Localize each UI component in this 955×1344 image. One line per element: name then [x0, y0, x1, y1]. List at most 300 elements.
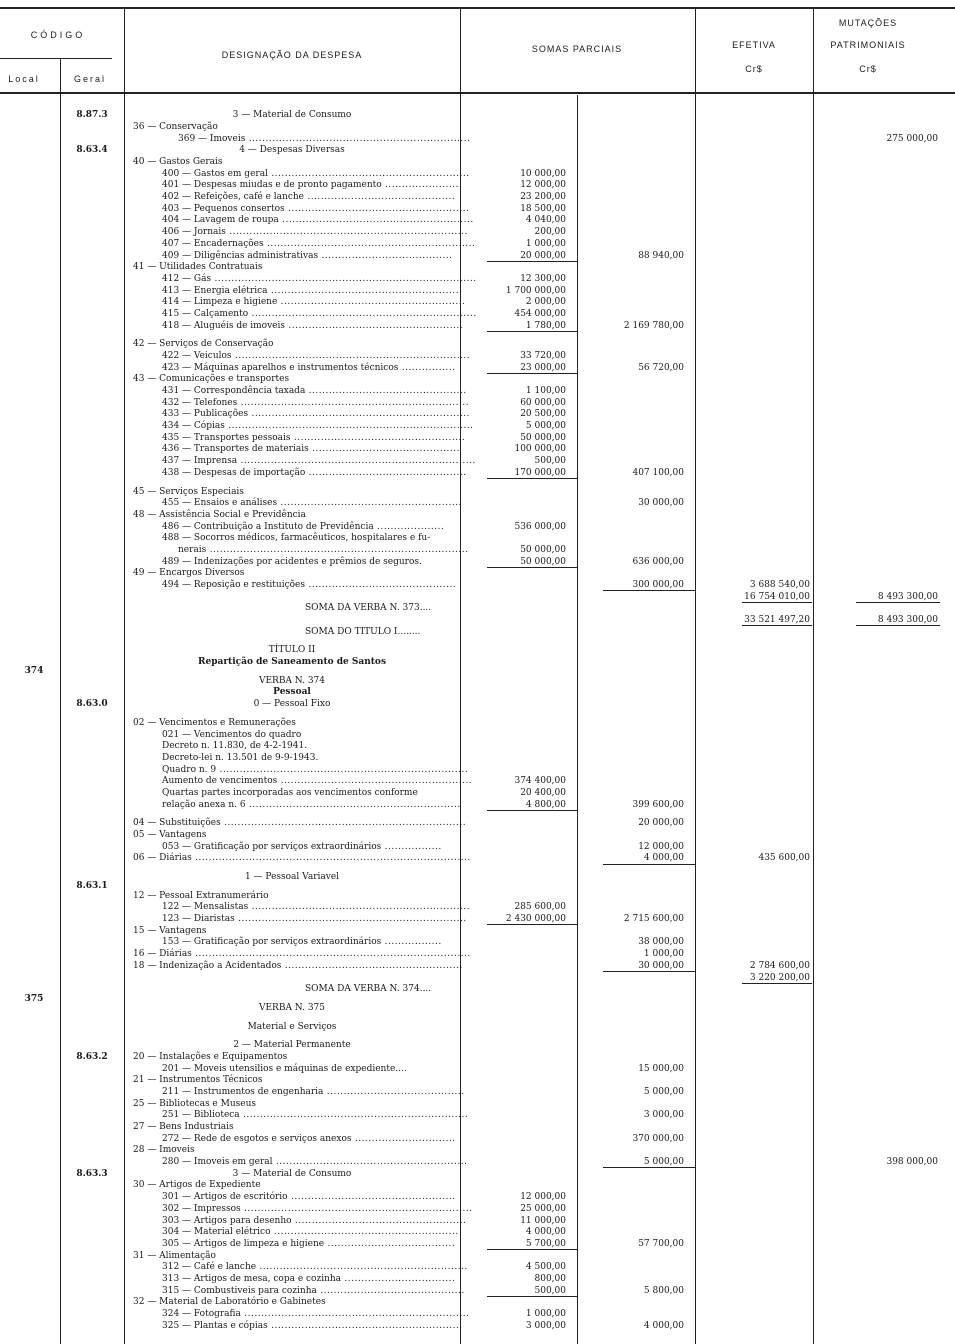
subtotal-rule — [487, 810, 577, 811]
amount-c1: 100 000,00 — [514, 444, 566, 455]
leader-dots: .................... — [373, 521, 445, 532]
subtotal-rule — [487, 261, 577, 262]
item-description — [133, 961, 463, 972]
item-label: 12 — Pessoal Extranumerário — [133, 890, 269, 901]
leader-dots: ......................................................... — [278, 215, 474, 226]
item-label: SOMA DO TITULO I........ — [305, 626, 421, 637]
header-mutacoes: MUTAÇÕES — [838, 18, 898, 28]
item-description — [162, 1204, 473, 1215]
leader-dots: ........................................................... — [267, 168, 470, 179]
item-description — [133, 1052, 287, 1063]
item-description — [162, 1134, 456, 1145]
amount-c1: 23 000,00 — [520, 362, 566, 373]
amount-c2: 38 000,00 — [638, 937, 684, 948]
item-description — [162, 1087, 465, 1098]
leader-dots: ...................................................................... — [237, 456, 476, 467]
amount-c1: 285 600,00 — [514, 902, 566, 913]
subtotal-rule — [487, 924, 577, 925]
item-label: 305 — Artigos de limpeza e higiene — [162, 1238, 325, 1249]
item-description — [162, 914, 467, 925]
item-description — [162, 800, 461, 811]
item-description — [162, 741, 307, 752]
item-label: 41 — Utilidades Contratuais — [133, 262, 263, 273]
item-description — [162, 1216, 466, 1227]
leader-dots: .................................................................... — [234, 914, 467, 925]
amount-c1: 25 000,00 — [520, 1203, 566, 1214]
item-description — [162, 421, 474, 432]
item-label: 369 — Imoveis — [178, 133, 246, 144]
item-description — [162, 468, 467, 479]
item-description — [162, 227, 468, 238]
code-geral: 8.63.2 — [76, 1051, 108, 1062]
item-description — [162, 169, 470, 180]
item-label: 05 — Vantagens — [133, 829, 207, 840]
subtotal-rule — [603, 971, 695, 972]
amount-c2: 4 000,00 — [643, 1320, 684, 1331]
amount-c1: 4 500,00 — [525, 1262, 566, 1273]
item-description — [162, 937, 442, 948]
item-label: Pessoal — [273, 687, 311, 698]
item-description — [133, 157, 223, 168]
item-label: 402 — Refeições, café e lanche — [162, 192, 304, 203]
item-description — [133, 568, 244, 579]
item-description — [162, 498, 462, 509]
leader-dots: ............................................ — [308, 444, 460, 455]
item-label: 3 — Material de Consumo — [232, 1168, 352, 1179]
item-label: 43 — Comunicações e transportes — [133, 374, 290, 385]
amount-c1: 800,00 — [534, 1273, 566, 1284]
item-description — [162, 286, 462, 297]
amount-c3: 33 521 497,20 — [744, 615, 810, 626]
amount-c2: 5 000,00 — [643, 1157, 684, 1168]
code-local: 374 — [24, 666, 44, 677]
leader-dots: ...................................................................... — [231, 351, 471, 361]
item-label: 280 — Imoveis em geral — [162, 1157, 273, 1168]
item-description — [233, 110, 352, 121]
leader-dots: ......................................................................... — [224, 421, 474, 432]
amount-c1: 20 500,00 — [520, 409, 566, 420]
item-description — [239, 145, 345, 156]
item-label: 403 — Pequenos consertos — [162, 203, 285, 214]
amount-c2: 4 000,00 — [643, 853, 684, 864]
subtotal-rule — [742, 625, 812, 626]
item-description — [178, 134, 471, 145]
item-description — [162, 788, 418, 799]
item-description — [162, 1064, 407, 1075]
item-label: 30 — Artigos de Expediente — [133, 1180, 261, 1191]
item-label: 45 — Serviços Especiais — [133, 486, 244, 497]
leader-dots: .................................................................. — [245, 133, 471, 144]
item-label: 49 — Encargos Diversos — [133, 568, 245, 579]
code-geral: 8.63.4 — [76, 145, 108, 156]
subtotal-rule — [487, 478, 577, 479]
leader-dots: ...................................... — [324, 1238, 456, 1249]
leader-dots: ............................................ — [305, 579, 457, 590]
item-description — [162, 730, 301, 741]
item-label: 433 — Publicações — [162, 409, 249, 420]
item-description — [162, 557, 422, 568]
item-label: 0 — Pessoal Fixo — [253, 699, 331, 710]
subtotal-rule — [487, 373, 577, 374]
item-description — [305, 627, 420, 638]
amount-c3: 16 754 010,00 — [744, 591, 810, 602]
item-description — [248, 1022, 337, 1033]
item-description — [162, 1309, 469, 1320]
amount-c4: 275 000,00 — [886, 133, 938, 144]
leader-dots: ...................................................... — [284, 203, 470, 214]
item-label: 27 — Bens Industriais — [133, 1122, 234, 1133]
leader-dots: ....................................... — [318, 250, 453, 261]
item-description — [162, 522, 444, 533]
leader-dots: ....................................................................... — [225, 227, 468, 238]
header-currency-mutacoes: Cr$ — [859, 64, 877, 74]
item-description — [162, 456, 476, 467]
amount-c1: 1 000,00 — [525, 238, 566, 249]
subtotal-rule — [603, 864, 695, 865]
leader-dots: ................ — [398, 362, 456, 373]
item-description — [133, 1180, 261, 1191]
leader-dots: ............................................................................. — [206, 544, 469, 555]
item-label: 494 — Reposição e restituições — [162, 579, 305, 590]
item-label: 437 — Imprensa — [162, 456, 238, 467]
item-label: 25 — Bibliotecas e Museus — [133, 1098, 256, 1109]
item-label: Aumento de vencimentos — [162, 776, 278, 787]
subtotal-rule — [487, 1249, 577, 1250]
amount-c2: 1 000,00 — [643, 949, 684, 960]
subtotal-rule — [742, 602, 812, 603]
amount-c2: 2 169 780,00 — [623, 320, 684, 331]
amount-c1: 3 000,00 — [525, 1320, 566, 1331]
amount-c2: 300 000,00 — [632, 579, 684, 590]
leader-dots: ................. — [381, 841, 442, 852]
item-label: 400 — Gastos em geral — [162, 168, 268, 179]
item-label: 272 — Rede de esgotos e serviços anexos — [162, 1133, 352, 1144]
item-description — [162, 351, 470, 362]
amount-c1: 11 000,00 — [520, 1215, 566, 1226]
item-description — [269, 645, 315, 656]
item-description — [259, 676, 325, 687]
amount-c1: 20 000,00 — [520, 250, 566, 261]
item-label: 304 — Material elétrico — [162, 1227, 271, 1238]
leader-dots: .............................................................. — [263, 238, 476, 249]
item-description — [162, 274, 477, 285]
item-description — [133, 487, 244, 498]
item-label: 406 — Jornais — [162, 227, 226, 238]
item-label: Quadro n. 9 — [162, 764, 217, 775]
leader-dots: .............................. — [351, 1133, 456, 1144]
item-label: 211 — Instrumentos de engenharia — [162, 1087, 324, 1097]
item-description — [162, 433, 465, 444]
amount-c2: 30 000,00 — [638, 498, 684, 509]
item-description — [259, 1003, 325, 1014]
amount-c1: 374 400,00 — [514, 776, 566, 787]
amount-c1: 50 000,00 — [520, 544, 566, 555]
amount-c2: 12 000,00 — [638, 841, 684, 852]
item-label: 422 — Veiculos — [162, 351, 232, 361]
item-description — [162, 902, 470, 913]
amount-c1: 2 000,00 — [525, 297, 566, 308]
item-description — [162, 1262, 468, 1273]
item-description — [162, 1157, 467, 1168]
header-somas-parciais: SOMAS PARCIAIS — [531, 44, 623, 54]
item-description — [162, 409, 470, 420]
item-description — [133, 853, 471, 864]
item-label: 31 — Alimentação — [133, 1250, 216, 1261]
item-label: 418 — Aluguéis de imoveis — [162, 320, 286, 331]
amount-c2: 20 000,00 — [638, 818, 684, 829]
item-description — [233, 1169, 352, 1180]
item-description — [245, 872, 339, 883]
item-description — [162, 386, 467, 397]
code-geral: 8.63.1 — [76, 881, 108, 892]
item-description — [162, 192, 455, 203]
item-description — [162, 1227, 459, 1238]
code-geral: 8.87.3 — [76, 110, 108, 121]
item-label: 436 — Transportes de materiais — [162, 444, 309, 455]
subtotal-rule — [487, 1296, 577, 1297]
amount-c2: 407 100,00 — [632, 467, 684, 478]
amount-c2: 15 000,00 — [638, 1063, 684, 1074]
amount-c1: 1 100,00 — [525, 386, 566, 397]
amount-c2: 57 700,00 — [638, 1238, 684, 1249]
item-description — [254, 699, 331, 710]
item-label: Decreto n. 11.830, de 4-2-1941. — [162, 741, 308, 752]
item-label: 40 — Gastos Gerais — [133, 157, 223, 168]
item-description — [162, 251, 453, 262]
item-description — [162, 1321, 463, 1332]
subtotal-rule — [856, 625, 940, 626]
leader-dots: ....................... — [381, 180, 463, 191]
amount-c2: 30 000,00 — [638, 960, 684, 971]
amount-c2: 636 000,00 — [632, 556, 684, 567]
item-description — [162, 1274, 455, 1285]
amount-c1: 5 700,00 — [525, 1238, 566, 1249]
item-description — [233, 1040, 350, 1051]
item-label: 423 — Máquinas aparelhos e instrumentos técnicos — [162, 362, 399, 373]
item-label: 15 — Vantagens — [133, 925, 207, 936]
leader-dots: .................................................................... — [240, 1203, 473, 1214]
item-description — [162, 180, 462, 191]
item-label: 434 — Cópias — [162, 421, 225, 432]
item-label: SOMA DA VERBA N. 374.... — [305, 984, 432, 995]
amount-c1: 4 800,00 — [525, 799, 566, 810]
subtotal-rule — [856, 602, 940, 603]
item-label: 315 — Combustiveis para cozinha — [162, 1285, 317, 1296]
item-label: 325 — Plantas e cópias — [162, 1320, 268, 1331]
leader-dots: .................................................................................. — [191, 853, 471, 864]
item-label: 021 — Vencimentos do quadro — [162, 729, 302, 740]
item-description — [133, 122, 218, 133]
item-description — [162, 580, 456, 591]
header-designacao: DESIGNAÇÃO DA DESPESA — [221, 50, 363, 60]
amount-c1: 1 000,00 — [525, 1308, 566, 1319]
leader-dots: ......................................................... — [267, 285, 463, 296]
item-description — [305, 984, 431, 995]
amount-c2: 399 600,00 — [632, 799, 684, 810]
leader-dots: ................................. — [341, 1273, 456, 1284]
item-label: 486 — Contribuição a Instituto de Previdência — [162, 521, 374, 532]
item-label: 404 — Lavagem de roupa — [162, 215, 279, 226]
item-label: SOMA DA VERBA N. 373.... — [305, 603, 432, 614]
amount-c3: 3 220 200,00 — [749, 972, 810, 983]
item-label: Repartição de Saneamento de Santos — [197, 657, 387, 668]
item-label: 407 — Encadernações — [162, 238, 264, 249]
item-label: 04 — Substituições — [133, 818, 221, 829]
item-label: 42 — Serviços de Conservação — [133, 339, 274, 350]
item-description — [305, 603, 431, 614]
item-label: 32 — Material de Laboratório e Gabinetes — [133, 1297, 326, 1308]
item-description — [198, 657, 386, 668]
item-label: 413 — Energia elétrica — [162, 285, 268, 296]
item-label: 153 — Gratificação por serviços extraordinários — [162, 937, 382, 948]
item-label: 4 — Despesas Diversas — [239, 145, 345, 156]
item-label: 18 — Indenização a Acidentados — [133, 960, 282, 971]
item-label: relação anexa n. 6 — [162, 799, 246, 810]
subtotal-rule — [487, 331, 577, 332]
item-label: 412 — Gás — [162, 273, 212, 284]
amount-c3: 435 600,00 — [758, 853, 810, 864]
item-description — [162, 363, 456, 374]
leader-dots: ............................................ — [303, 192, 456, 203]
amount-c1: 4 000,00 — [525, 1227, 566, 1238]
leader-dots: ................................................................... — [240, 1308, 470, 1319]
item-label: VERBA N. 374 — [258, 675, 326, 686]
item-description — [133, 374, 289, 385]
item-label: 431 — Correspondência taxada — [162, 386, 306, 397]
item-description — [162, 321, 463, 332]
item-description — [133, 718, 296, 729]
leader-dots: .............................................................................. — [211, 273, 477, 284]
amount-c1: 33 720,00 — [520, 351, 566, 361]
item-label: 432 — Telefones — [162, 397, 238, 408]
item-label: 438 — Despesas de importação — [162, 467, 306, 478]
amount-c2: 88 940,00 — [638, 250, 684, 261]
item-description — [162, 239, 475, 250]
item-description — [133, 339, 273, 350]
amount-c1: 170 000,00 — [514, 467, 566, 478]
item-label: 488 — Socorros médicos, farmacêuticos, hospitalares e fu- — [162, 533, 431, 544]
item-description — [133, 818, 466, 829]
item-description — [162, 398, 469, 409]
subtotal-rule — [603, 1167, 695, 1168]
item-label: Quartas partes incorporadas aos vencimentos conforme — [162, 787, 418, 798]
item-description — [273, 687, 311, 698]
item-label: 313 — Artigos de mesa, copa e cozinha — [162, 1273, 342, 1284]
leader-dots: ................................................................. — [248, 902, 471, 913]
leader-dots: .................................................... — [285, 320, 464, 331]
item-label: 489 — Indenizações por acidentes e prêmios de seguros. — [162, 556, 422, 567]
subtotal-rule — [487, 567, 577, 568]
header-efetiva: EFETIVA — [732, 40, 776, 50]
leader-dots: ............................................... — [305, 386, 467, 397]
amount-c1: 12 000,00 — [520, 180, 566, 191]
item-label: 303 — Artigos para desenho — [162, 1215, 292, 1226]
amount-c1: 500,00 — [534, 1285, 566, 1296]
item-label: Material e Serviços — [247, 1021, 337, 1032]
amount-c1: 500,00 — [534, 456, 566, 467]
item-label: 06 — Diárias — [133, 853, 192, 864]
leader-dots: ........................................................................ — [220, 818, 467, 829]
header-currency-efetiva: Cr$ — [745, 64, 763, 74]
item-description — [162, 753, 318, 764]
amount-c1: 10 000,00 — [520, 168, 566, 179]
item-label: 122 — Mensalistas — [162, 902, 249, 913]
item-label: 415 — Calçamento — [162, 308, 249, 319]
amount-c3: 2 784 600,00 — [749, 960, 810, 971]
item-description — [133, 1251, 216, 1262]
item-description — [162, 204, 469, 215]
leader-dots: ......................................................... — [277, 776, 473, 787]
leader-dots: .................................................................................. — [191, 949, 471, 960]
subtotal-rule — [742, 983, 812, 984]
leader-dots: ...................................................... — [277, 498, 462, 509]
leader-dots: .............................................................. — [256, 1262, 468, 1273]
item-label: 2 — Material Permanente — [233, 1040, 351, 1051]
leader-dots: ................................................... — [291, 1215, 467, 1226]
amount-c1: 50 000,00 — [520, 556, 566, 567]
item-label: 409 — Diligências administrativas — [162, 250, 319, 261]
amount-c4: 8 493 300,00 — [877, 591, 938, 602]
amount-c4: 8 493 300,00 — [877, 615, 938, 626]
leader-dots: .................................................................... — [237, 397, 470, 408]
item-description — [162, 533, 430, 544]
item-label: 455 — Ensaios e análises — [162, 498, 278, 509]
amount-c2: 56 720,00 — [638, 362, 684, 373]
amount-c2: 5 000,00 — [643, 1087, 684, 1097]
item-description — [133, 1145, 195, 1156]
item-description — [133, 949, 471, 960]
amount-c1: 60 000,00 — [520, 397, 566, 408]
amount-c1: 18 500,00 — [520, 203, 566, 214]
amount-c1: 50 000,00 — [520, 432, 566, 443]
amount-c1: 12 300,00 — [520, 273, 566, 284]
item-description — [133, 1075, 262, 1086]
item-label: 302 — Impressos — [162, 1203, 241, 1214]
amount-c2: 3 000,00 — [643, 1110, 684, 1121]
amount-c1: 20 400,00 — [520, 787, 566, 798]
item-label: 435 — Transportes pessoais — [162, 432, 291, 443]
item-label: 401 — Despesas miudas e de pronto pagamento — [162, 180, 382, 191]
item-label: 251 — Biblioteca — [162, 1110, 240, 1121]
leader-dots: ................. — [381, 937, 442, 948]
amount-c1: 5 000,00 — [525, 421, 566, 432]
leader-dots: ......................................................... — [267, 1320, 463, 1331]
code-local: 375 — [24, 993, 44, 1004]
leader-dots: ................................................................... — [239, 1110, 469, 1121]
item-description — [178, 545, 468, 556]
leader-dots: ....................................................... — [270, 1227, 459, 1238]
item-label: 16 — Diárias — [133, 949, 192, 960]
item-description — [133, 1297, 326, 1308]
header-geral: Geral — [73, 74, 107, 84]
header-local: Local — [8, 74, 40, 84]
subtotal-rule — [603, 590, 695, 591]
amount-c1: 1 700 000,00 — [505, 285, 566, 296]
item-description — [162, 765, 468, 776]
item-description — [162, 1286, 465, 1297]
item-label: 48 — Assistência Social e Previdência — [133, 509, 306, 520]
item-label: 123 — Diaristas — [162, 914, 235, 925]
item-label: TÍTULO II — [268, 645, 316, 656]
item-label: 20 — Instalações e Equipamentos — [133, 1051, 288, 1062]
item-label: 324 — Fotografia — [162, 1308, 241, 1319]
amount-c1: 23 200,00 — [520, 192, 566, 203]
item-label: 1 — Pessoal Variavel — [244, 872, 340, 883]
amount-c4: 398 000,00 — [886, 1157, 938, 1168]
item-label: 414 — Limpeza e higiene — [162, 297, 278, 308]
item-label: 3 — Material de Consumo — [232, 110, 352, 121]
item-description — [133, 926, 207, 937]
